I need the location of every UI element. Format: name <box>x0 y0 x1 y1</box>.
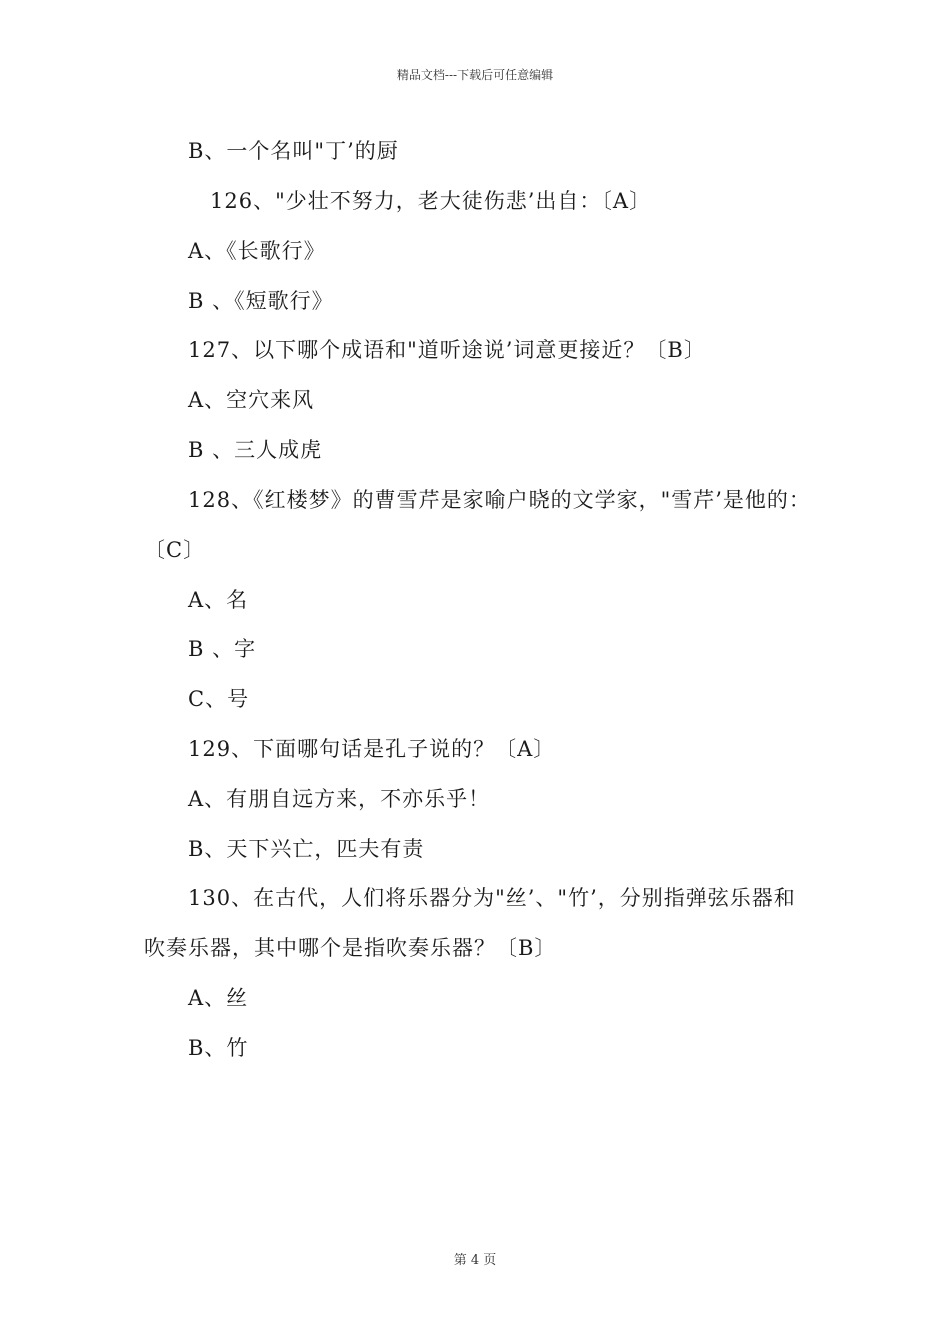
question-line: 126、"少壮不努力，老大徒伤悲’出自：〔A〕 <box>210 189 652 213</box>
question-line-continued: 吹奏乐器，其中哪个是指吹奏乐器？〔B〕 <box>144 936 557 960</box>
question-line: 127、以下哪个成语和"道听途说’词意更接近？〔B〕 <box>188 338 706 362</box>
option-line: B、一个名叫"丁’的厨 <box>188 139 399 163</box>
question-line: 130、在古代，人们将乐器分为"丝’、"竹’，分别指弹弦乐器和 <box>188 886 796 910</box>
option-line: A、空穴来风 <box>188 388 315 412</box>
page-number: 第 4 页 <box>453 1253 497 1268</box>
option-line: B、竹 <box>188 1036 249 1060</box>
option-line: A、有朋自远方来，不亦乐乎！ <box>188 787 491 811</box>
option-line: A、《长歌行》 <box>188 239 326 263</box>
option-line: B 、《短歌行》 <box>188 289 334 313</box>
question-line: 128、《红楼梦》的曹雪芹是家喻户晓的文学家，"雪芹’是他的： <box>188 488 811 512</box>
option-line: B 、字 <box>188 637 257 661</box>
question-line-continued: 〔C〕 <box>144 538 206 562</box>
option-line: C、号 <box>188 687 250 711</box>
page-header: 精品文档---下载后可任意编辑 <box>396 68 554 82</box>
option-line: B、天下兴亡，匹夫有责 <box>188 837 425 861</box>
option-line: B 、三人成虎 <box>188 438 323 462</box>
option-line: A、名 <box>188 588 249 612</box>
question-line: 129、下面哪句话是孔子说的？〔A〕 <box>188 737 556 761</box>
option-line: A、丝 <box>188 986 249 1010</box>
